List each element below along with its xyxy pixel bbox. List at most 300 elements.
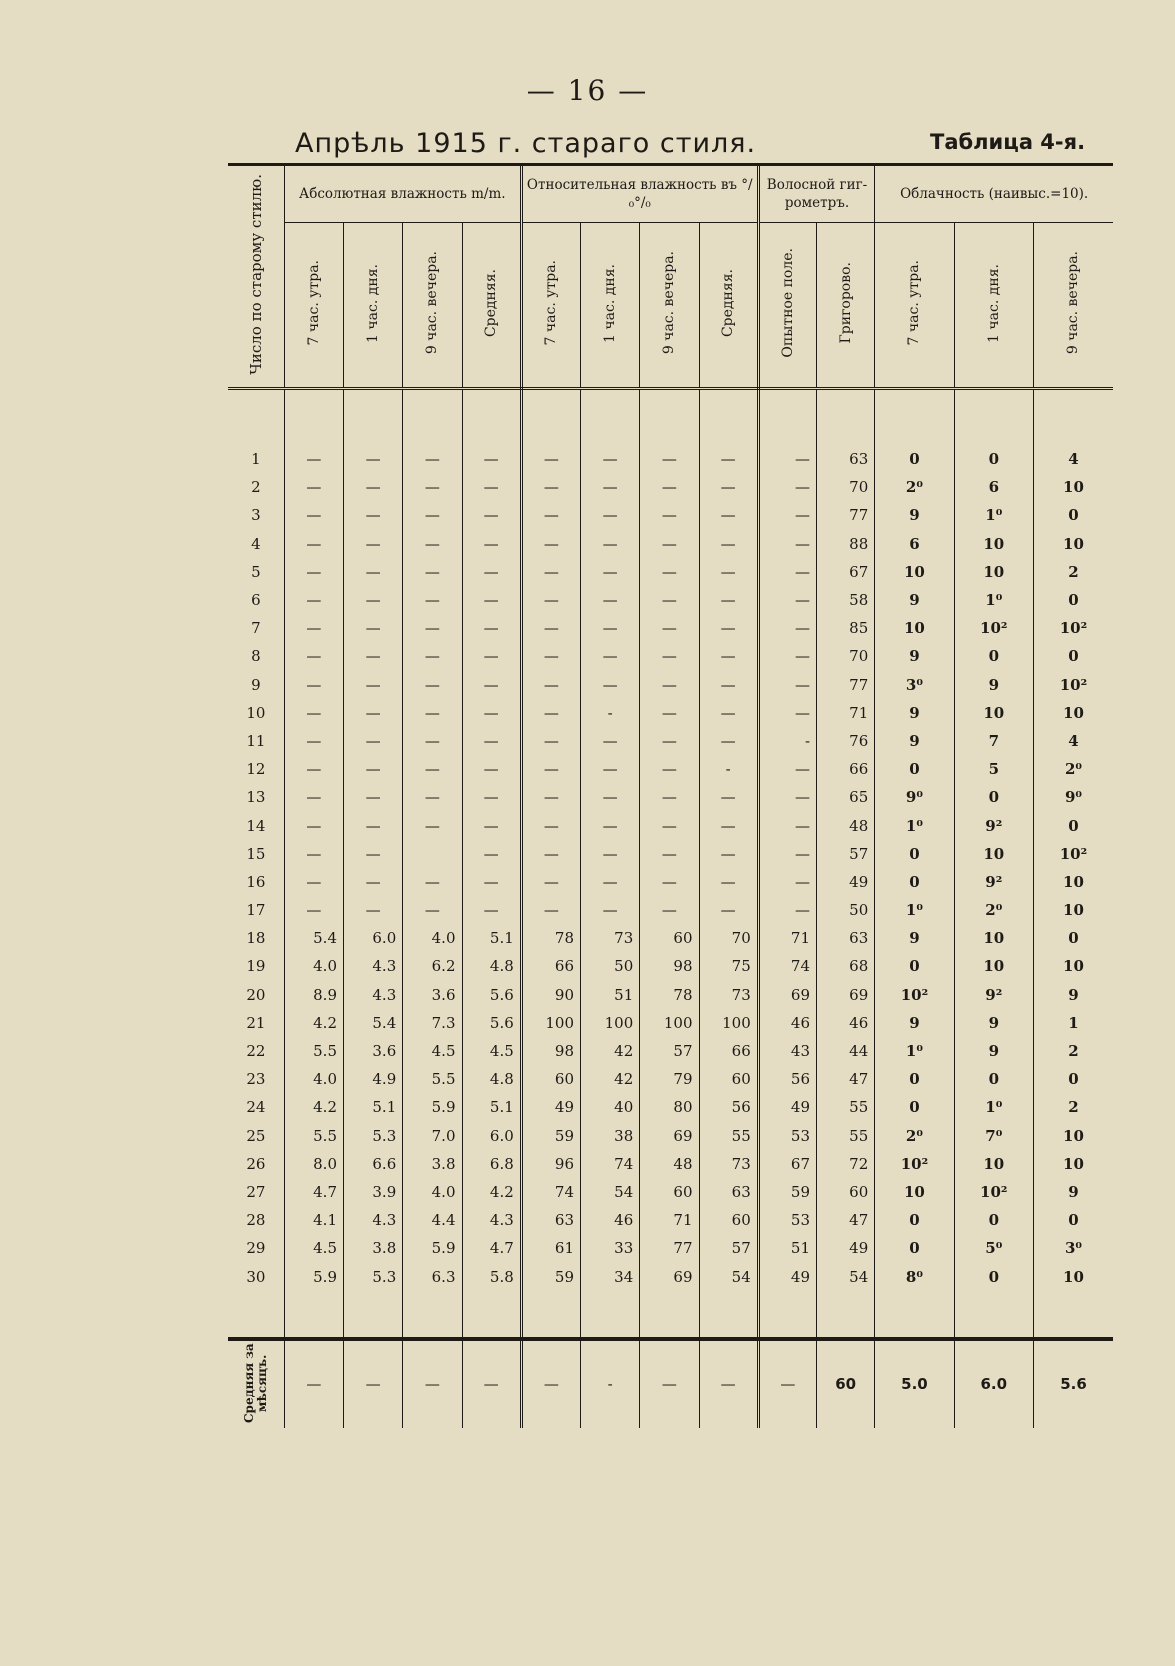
abs-humidity-cell: 7.0	[403, 1122, 462, 1150]
abs-humidity-cell: —	[344, 558, 403, 586]
hygrometer-cell: —	[758, 783, 816, 811]
abs-humidity-cell: —	[344, 614, 403, 642]
spacer-cell	[1033, 1291, 1113, 1339]
table-row	[228, 558, 1113, 586]
abs-humidity-cell: 4.5	[462, 1037, 521, 1065]
rel-humidity-cell: —	[640, 840, 699, 868]
cloudiness-cell: 9⁰	[875, 783, 954, 811]
spacer-cell	[403, 389, 462, 446]
hygrometer-cell: 69	[817, 981, 875, 1009]
table-row	[228, 783, 1113, 811]
rel-humidity-cell: 56	[699, 1093, 758, 1121]
cloudiness-cell: 0	[875, 1093, 954, 1121]
rel-humidity-cell: 100	[521, 1009, 580, 1037]
abs-humidity-cell: —	[403, 445, 462, 473]
cloudiness-cell: 9	[1068, 985, 1079, 1004]
day-number-cell: 5	[228, 558, 284, 586]
cloudiness-cell: 0	[954, 1262, 1033, 1290]
page-title: Апрѣль 1915 г. стараго стиля.	[295, 128, 757, 159]
spacer-cell	[521, 1291, 580, 1339]
day-number-cell: 23	[228, 1065, 284, 1093]
rel-humidity-cell: —	[521, 727, 580, 755]
day-number-cell: 18	[228, 924, 284, 952]
rel-humidity-cell: 33	[581, 1234, 640, 1262]
rel-humidity-cell: —	[640, 445, 699, 473]
abs-humidity-cell: —	[403, 530, 462, 558]
hygrometer-cell: 67	[758, 1150, 816, 1178]
hygrometer-cell: 49	[758, 1093, 816, 1121]
table-row	[228, 811, 1113, 839]
table-row	[228, 952, 1113, 980]
abs-humidity-cell: 4.2	[284, 1093, 343, 1121]
rel-humidity-cell: 55	[699, 1122, 758, 1150]
day-number-cell: 27	[228, 1178, 284, 1206]
rel-humidity-cell: 73	[699, 1150, 758, 1178]
rel-humidity-cell: 60	[640, 1178, 699, 1206]
mean-cloud-cell: 5.0	[875, 1339, 954, 1428]
abs-humidity-cell: —	[344, 727, 403, 755]
abs-humidity-cell: —	[284, 671, 343, 699]
rel-humidity-cell: —	[581, 783, 640, 811]
cloudiness-cell: 2	[1068, 1042, 1079, 1061]
mean-abs-cell: —	[462, 1339, 521, 1428]
cloudiness-cell: 0	[875, 840, 954, 868]
rel-humidity-cell: —	[521, 473, 580, 501]
cloudiness-cell: 10	[954, 699, 1033, 727]
hygrometer-cell: 53	[758, 1206, 816, 1234]
rel-humidity-cell: —	[699, 840, 758, 868]
rel-humidity-cell: —	[699, 699, 758, 727]
abs-humidity-cell: —	[344, 868, 403, 896]
abs-humidity-cell: —	[344, 530, 403, 558]
abs-humidity-cell: 5.9	[284, 1262, 343, 1290]
table-row	[228, 924, 1113, 952]
hygrometer-cell: 46	[758, 1009, 816, 1037]
hygrometer-cell: 50	[817, 896, 875, 924]
rel-humidity-cell: 74	[581, 1150, 640, 1178]
abs-humidity-cell: —	[284, 614, 343, 642]
abs-humidity-cell: 5.5	[284, 1037, 343, 1065]
day-number-cell: 16	[228, 868, 284, 896]
hygrometer-header: Волосной гиг-рометръ.	[758, 166, 875, 223]
rel-humidity-cell: —	[581, 614, 640, 642]
abs-humidity-cell: 4.5	[284, 1234, 343, 1262]
hygrometer-cell: 59	[758, 1178, 816, 1206]
hygrometer-cell: —	[758, 840, 816, 868]
hygrometer-cell: —	[758, 755, 816, 783]
abs-humidity-cell: —	[284, 840, 343, 868]
abs-humidity-cell: —	[344, 896, 403, 924]
cloudiness-cell: 10²	[1059, 844, 1088, 863]
rel-humidity-cell: —	[581, 501, 640, 529]
hygrometer-cell: 68	[817, 952, 875, 980]
cloudiness-cell: 10²	[875, 1150, 954, 1178]
cloudiness-cell: 0	[1068, 1070, 1079, 1089]
rel-humidity-cell: —	[640, 671, 699, 699]
cloudiness-cell: 2⁰	[954, 896, 1033, 924]
cloudiness-cell: 10	[875, 1178, 954, 1206]
table-row	[228, 1122, 1113, 1150]
abs-humidity-cell: —	[403, 727, 462, 755]
rel-humidity-cell: 69	[640, 1262, 699, 1290]
rel-humidity-cell: —	[581, 473, 640, 501]
rel-humidity-cell: —	[581, 642, 640, 670]
cloudiness-cell: 7⁰	[954, 1122, 1033, 1150]
rel-humidity-cell: 63	[521, 1206, 580, 1234]
abs-humidity-cell: —	[462, 783, 521, 811]
cloudiness-cell: 9	[875, 727, 954, 755]
table-row	[228, 1262, 1113, 1290]
hygrometer-cell: 85	[817, 614, 875, 642]
spacer-cell	[581, 389, 640, 446]
rel-humidity-cell: —	[699, 614, 758, 642]
cloud-subheader-2: 1 час. дня.	[954, 223, 1033, 389]
hygrometer-cell: —	[758, 473, 816, 501]
abs-humidity-cell: —	[284, 727, 343, 755]
abs-humidity-cell: 7.3	[403, 1009, 462, 1037]
cloudiness-cell: 10	[875, 558, 954, 586]
rel-humidity-cell: 54	[699, 1262, 758, 1290]
table-label: Таблица 4-я.	[930, 130, 1086, 154]
abs-humidity-cell: 3.8	[403, 1150, 462, 1178]
spacer-cell	[817, 1291, 875, 1339]
rel-humidity-cell: 77	[640, 1234, 699, 1262]
abs-humidity-cell: 4.0	[284, 952, 343, 980]
spacer-cell	[758, 389, 816, 446]
abs-humidity-cell: 4.5	[403, 1037, 462, 1065]
abs-humidity-cell: —	[462, 642, 521, 670]
rel-subheader-4: Средняя.	[699, 223, 758, 389]
cloudiness-cell: 6	[875, 530, 954, 558]
hygrometer-cell: —	[758, 699, 816, 727]
abs-humidity-cell: 4.3	[462, 1206, 521, 1234]
abs-humidity-cell: —	[284, 868, 343, 896]
day-number-cell: 20	[228, 981, 284, 1009]
cloudiness-cell: 0	[875, 1234, 954, 1262]
mean-hyg-cell: 60	[817, 1339, 875, 1428]
rel-humidity-cell: —	[521, 445, 580, 473]
cloudiness-cell: 1	[1068, 1013, 1079, 1032]
rel-humidity-cell: —	[640, 868, 699, 896]
hygrometer-cell: 70	[817, 473, 875, 501]
abs-humidity-cell: —	[403, 755, 462, 783]
table-row	[228, 1093, 1113, 1121]
day-number-cell: 28	[228, 1206, 284, 1234]
abs-humidity-cell: —	[344, 642, 403, 670]
abs-humidity-cell: 5.9	[403, 1093, 462, 1121]
abs-humidity-cell: 4.8	[462, 1065, 521, 1093]
table-row	[228, 614, 1113, 642]
abs-humidity-cell: —	[462, 811, 521, 839]
rel-humidity-cell: —	[699, 586, 758, 614]
rel-humidity-cell: —	[699, 530, 758, 558]
abs-humidity-cell: 6.0	[462, 1122, 521, 1150]
abs-humidity-cell: 4.3	[344, 981, 403, 1009]
day-number-cell: 10	[228, 699, 284, 727]
cloudiness-cell: 4	[1068, 731, 1079, 750]
rel-subheader-3: 9 час. вечера.	[640, 223, 699, 389]
cloudiness-cell: 10	[1063, 957, 1084, 976]
cloudiness-cell: 0	[954, 783, 1033, 811]
spacer-cell	[462, 1291, 521, 1339]
abs-humidity-cell: 4.0	[403, 1178, 462, 1206]
rel-humidity-cell: —	[699, 473, 758, 501]
table-row	[228, 1206, 1113, 1234]
rel-humidity-cell: —	[699, 558, 758, 586]
spacer-cell	[581, 1291, 640, 1339]
rel-humidity-cell: —	[521, 811, 580, 839]
cloudiness-cell: 10	[1063, 534, 1084, 553]
abs-humidity-cell: 3.9	[344, 1178, 403, 1206]
cloudiness-cell: 10	[1063, 703, 1084, 722]
cloudiness-cell: 0	[1068, 1211, 1079, 1230]
hygrometer-cell: 49	[817, 1234, 875, 1262]
rel-humidity-cell: —	[640, 783, 699, 811]
spacer-cell	[817, 389, 875, 446]
abs-humidity-cell: —	[284, 896, 343, 924]
rel-humidity-cell: —	[581, 896, 640, 924]
day-number-cell: 7	[228, 614, 284, 642]
abs-humidity-cell: —	[344, 840, 403, 868]
abs-humidity-cell: —	[403, 671, 462, 699]
table-row	[228, 1178, 1113, 1206]
mean-cloud-cell: 5.6	[1060, 1375, 1087, 1394]
abs-humidity-cell: —	[284, 586, 343, 614]
hygrometer-cell: 65	[817, 783, 875, 811]
hyg-subheader-2: Григорово.	[817, 223, 875, 389]
table-row	[228, 671, 1113, 699]
cloudiness-header: Облачность (наивыс.=10).	[875, 166, 1113, 223]
rel-humidity-cell: —	[640, 699, 699, 727]
rel-humidity-cell: 48	[640, 1150, 699, 1178]
abs-subheader-1: 7 час. утра.	[284, 223, 343, 389]
rel-humidity-cell: 57	[699, 1234, 758, 1262]
rel-humidity-header: Относительная влажность въ °/₀°/₀	[521, 166, 758, 223]
cloudiness-cell: 9	[954, 1009, 1033, 1037]
cloudiness-cell: 10	[1063, 901, 1084, 920]
cloudiness-cell: 0	[875, 1065, 954, 1093]
rel-humidity-cell: 98	[521, 1037, 580, 1065]
hygrometer-cell: 47	[817, 1065, 875, 1093]
hygrometer-cell: 49	[758, 1262, 816, 1290]
cloudiness-cell: 10²	[875, 981, 954, 1009]
spacer-cell	[954, 389, 1033, 446]
abs-humidity-cell: 5.1	[344, 1093, 403, 1121]
rel-humidity-cell: —	[699, 445, 758, 473]
cloudiness-cell: 1⁰	[875, 811, 954, 839]
cloudiness-cell: 0	[1068, 591, 1079, 610]
hygrometer-cell: 51	[758, 1234, 816, 1262]
rel-humidity-cell: —	[521, 530, 580, 558]
day-number-cell: 14	[228, 811, 284, 839]
hygrometer-cell: —	[758, 811, 816, 839]
rel-humidity-cell: 79	[640, 1065, 699, 1093]
abs-humidity-cell: 4.2	[462, 1178, 521, 1206]
abs-humidity-cell: —	[403, 586, 462, 614]
abs-humidity-cell: —	[284, 755, 343, 783]
cloudiness-cell: 1⁰	[875, 1037, 954, 1065]
rel-humidity-cell: 70	[699, 924, 758, 952]
abs-humidity-cell: —	[344, 671, 403, 699]
cloudiness-cell: 1⁰	[875, 896, 954, 924]
cloudiness-cell: 0	[875, 868, 954, 896]
day-number-cell: 6	[228, 586, 284, 614]
day-number-cell: 9	[228, 671, 284, 699]
hygrometer-cell: 70	[817, 642, 875, 670]
rel-humidity-cell: 71	[640, 1206, 699, 1234]
hygrometer-cell: —	[758, 586, 816, 614]
abs-humidity-cell: —	[462, 473, 521, 501]
hygrometer-cell: 53	[758, 1122, 816, 1150]
day-number-cell: 22	[228, 1037, 284, 1065]
cloudiness-cell: 0	[875, 1206, 954, 1234]
abs-humidity-cell: —	[462, 727, 521, 755]
abs-humidity-cell: 5.4	[284, 924, 343, 952]
rel-humidity-cell: —	[699, 501, 758, 529]
abs-humidity-cell: 4.3	[344, 952, 403, 980]
abs-humidity-cell: 8.9	[284, 981, 343, 1009]
cloudiness-cell: 9²	[954, 811, 1033, 839]
abs-humidity-cell: —	[403, 501, 462, 529]
abs-humidity-cell: 6.0	[344, 924, 403, 952]
abs-humidity-cell: 4.0	[284, 1065, 343, 1093]
rel-humidity-cell: 73	[699, 981, 758, 1009]
rel-humidity-cell: 59	[521, 1262, 580, 1290]
mean-rel-cell: —	[521, 1339, 580, 1428]
table-row	[228, 1065, 1113, 1093]
abs-humidity-cell: 5.8	[462, 1262, 521, 1290]
spacer-cell	[699, 1291, 758, 1339]
rel-humidity-cell: 100	[581, 1009, 640, 1037]
abs-humidity-cell: 5.6	[462, 981, 521, 1009]
rel-humidity-cell: —	[521, 642, 580, 670]
abs-humidity-cell: —	[462, 530, 521, 558]
rel-humidity-cell: 61	[521, 1234, 580, 1262]
table-row	[228, 981, 1113, 1009]
mean-rel-cell: —	[640, 1339, 699, 1428]
cloudiness-cell: 10	[1063, 478, 1084, 497]
spacer-cell	[640, 389, 699, 446]
abs-humidity-cell: —	[462, 671, 521, 699]
rel-humidity-cell: 73	[581, 924, 640, 952]
rel-humidity-cell: 42	[581, 1065, 640, 1093]
rel-humidity-cell: —	[640, 558, 699, 586]
monthly-mean-label: Средняя за мѣсяцъ.	[228, 1339, 284, 1428]
rel-humidity-cell: —	[640, 501, 699, 529]
day-number-cell: 11	[228, 727, 284, 755]
cloud-subheader-3: 9 час. вечера.	[1033, 223, 1113, 389]
abs-humidity-cell: 6.3	[403, 1262, 462, 1290]
cloudiness-cell: 9	[954, 671, 1033, 699]
abs-humidity-cell: 6.8	[462, 1150, 521, 1178]
rel-humidity-cell: —	[581, 727, 640, 755]
rel-humidity-cell: —	[640, 896, 699, 924]
rel-humidity-cell: —	[521, 840, 580, 868]
abs-humidity-cell: —	[462, 445, 521, 473]
cloudiness-cell: 10	[1063, 1154, 1084, 1173]
cloudiness-cell: 0	[875, 755, 954, 783]
abs-humidity-cell: —	[344, 473, 403, 501]
hygrometer-cell: 57	[817, 840, 875, 868]
cloud-subheader-1: 7 час. утра.	[875, 223, 954, 389]
hygrometer-cell: 66	[817, 755, 875, 783]
spacer-cell	[403, 1291, 462, 1339]
hygrometer-cell: 55	[817, 1093, 875, 1121]
abs-humidity-cell: 6.2	[403, 952, 462, 980]
weather-table	[228, 166, 1113, 1428]
cloudiness-cell: 9	[875, 642, 954, 670]
rel-humidity-cell: —	[521, 699, 580, 727]
rel-humidity-cell: —	[521, 614, 580, 642]
abs-humidity-cell: —	[403, 896, 462, 924]
table-row	[228, 530, 1113, 558]
table-row	[228, 501, 1113, 529]
hygrometer-cell: 44	[817, 1037, 875, 1065]
rel-humidity-cell: —	[521, 896, 580, 924]
abs-humidity-cell: —	[344, 699, 403, 727]
hygrometer-cell: 47	[817, 1206, 875, 1234]
rel-humidity-cell: 66	[699, 1037, 758, 1065]
cloudiness-cell: 0	[954, 1065, 1033, 1093]
cloudiness-cell: 1⁰	[954, 586, 1033, 614]
rel-humidity-cell: 74	[521, 1178, 580, 1206]
cloudiness-cell: 10	[954, 558, 1033, 586]
mean-rel-cell: -	[581, 1339, 640, 1428]
cloudiness-cell: 0	[954, 445, 1033, 473]
cloudiness-cell: 2⁰	[875, 1122, 954, 1150]
abs-humidity-cell: —	[462, 699, 521, 727]
abs-humidity-cell: —	[284, 558, 343, 586]
abs-subheader-2: 1 час. дня.	[344, 223, 403, 389]
rel-humidity-cell: 96	[521, 1150, 580, 1178]
spacer-cell	[284, 1291, 343, 1339]
page-number: — 16 —	[526, 74, 649, 107]
spacer-cell	[228, 389, 284, 446]
abs-humidity-cell: —	[344, 811, 403, 839]
hygrometer-cell: —	[758, 896, 816, 924]
rel-humidity-cell: 40	[581, 1093, 640, 1121]
mean-rel-cell: —	[699, 1339, 758, 1428]
cloudiness-cell: 1⁰	[954, 1093, 1033, 1121]
hygrometer-cell: 71	[817, 699, 875, 727]
table-row	[228, 755, 1113, 783]
abs-humidity-cell: —	[344, 501, 403, 529]
abs-humidity-cell: —	[403, 699, 462, 727]
rel-humidity-cell: —	[581, 558, 640, 586]
spacer-cell	[344, 1291, 403, 1339]
abs-humidity-cell: —	[284, 811, 343, 839]
rel-humidity-cell: —	[640, 811, 699, 839]
hygrometer-cell: —	[758, 445, 816, 473]
rel-humidity-cell: 60	[699, 1206, 758, 1234]
abs-subheader-4: Средняя.	[462, 223, 521, 389]
day-number-cell: 24	[228, 1093, 284, 1121]
hygrometer-cell: 72	[817, 1150, 875, 1178]
rel-humidity-cell: 100	[640, 1009, 699, 1037]
spacer-cell	[875, 389, 954, 446]
cloudiness-cell: 9	[875, 501, 954, 529]
hygrometer-cell: -	[758, 727, 816, 755]
rel-humidity-cell: 38	[581, 1122, 640, 1150]
mean-abs-cell: —	[344, 1339, 403, 1428]
rel-humidity-cell: 50	[581, 952, 640, 980]
cloudiness-cell: 10²	[954, 1178, 1033, 1206]
abs-humidity-cell: 5.6	[462, 1009, 521, 1037]
cloudiness-cell: 9	[1068, 1182, 1079, 1201]
abs-humidity-cell: —	[344, 783, 403, 811]
day-number-cell: 4	[228, 530, 284, 558]
cloudiness-cell: 0	[875, 445, 954, 473]
